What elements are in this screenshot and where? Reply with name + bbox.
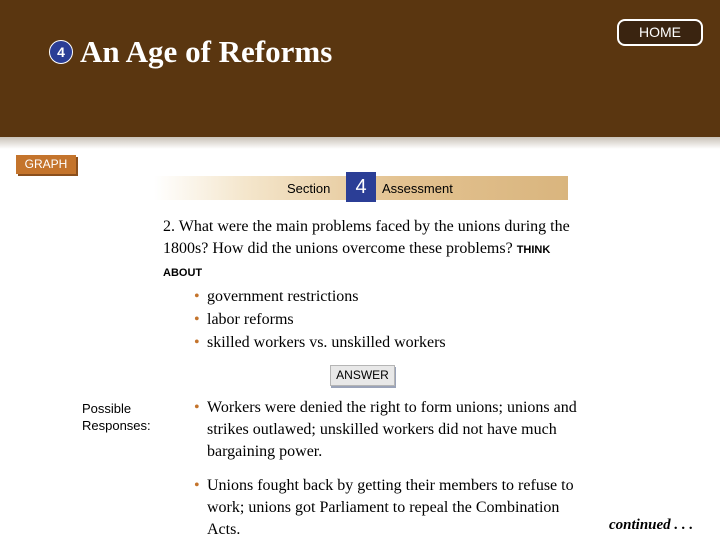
bullet-icon: •	[194, 399, 200, 416]
list-item: • government restrictions	[190, 285, 446, 308]
header-shadow	[0, 137, 720, 149]
home-button[interactable]: HOME	[617, 19, 703, 46]
bullet-icon: •	[194, 288, 200, 305]
list-item: • Unions fought back by getting their members to refuse to work; unions got Parliament to repeal the Combination Acts.	[194, 477, 574, 538]
think-about-label: THINK ABOUT	[163, 244, 551, 279]
continued-label: continued . . .	[609, 517, 694, 533]
assessment-number-box: 4	[346, 172, 376, 202]
graph-button[interactable]: GRAPH	[16, 155, 76, 174]
page-title: An Age of Reforms	[80, 34, 333, 69]
think-about-list	[190, 285, 446, 354]
list-item: • labor reforms	[190, 308, 446, 331]
possible-responses-text: Possible Responses:	[82, 401, 151, 433]
section-number-badge: 4	[49, 40, 73, 64]
possible-responses-label	[82, 400, 151, 434]
bullet-icon: •	[194, 334, 200, 351]
bullet-icon: •	[194, 311, 200, 328]
bullet-icon: •	[194, 477, 200, 494]
question-text	[163, 216, 583, 284]
list-item: • skilled workers vs. unskilled workers	[190, 331, 446, 354]
list-item: • Workers were denied the right to form unions; unions and strikes outlawed; unskilled workers did not have much bargaining power.	[194, 399, 577, 460]
section-label: Section	[287, 181, 331, 196]
answer-button[interactable]: ANSWER	[330, 365, 395, 386]
responses-list	[190, 397, 585, 553]
assessment-label: Assessment	[382, 181, 453, 196]
question-body: 2. What were the main problems faced by the unions during the 1800s? How did the unions overcome these problems?	[163, 218, 570, 257]
